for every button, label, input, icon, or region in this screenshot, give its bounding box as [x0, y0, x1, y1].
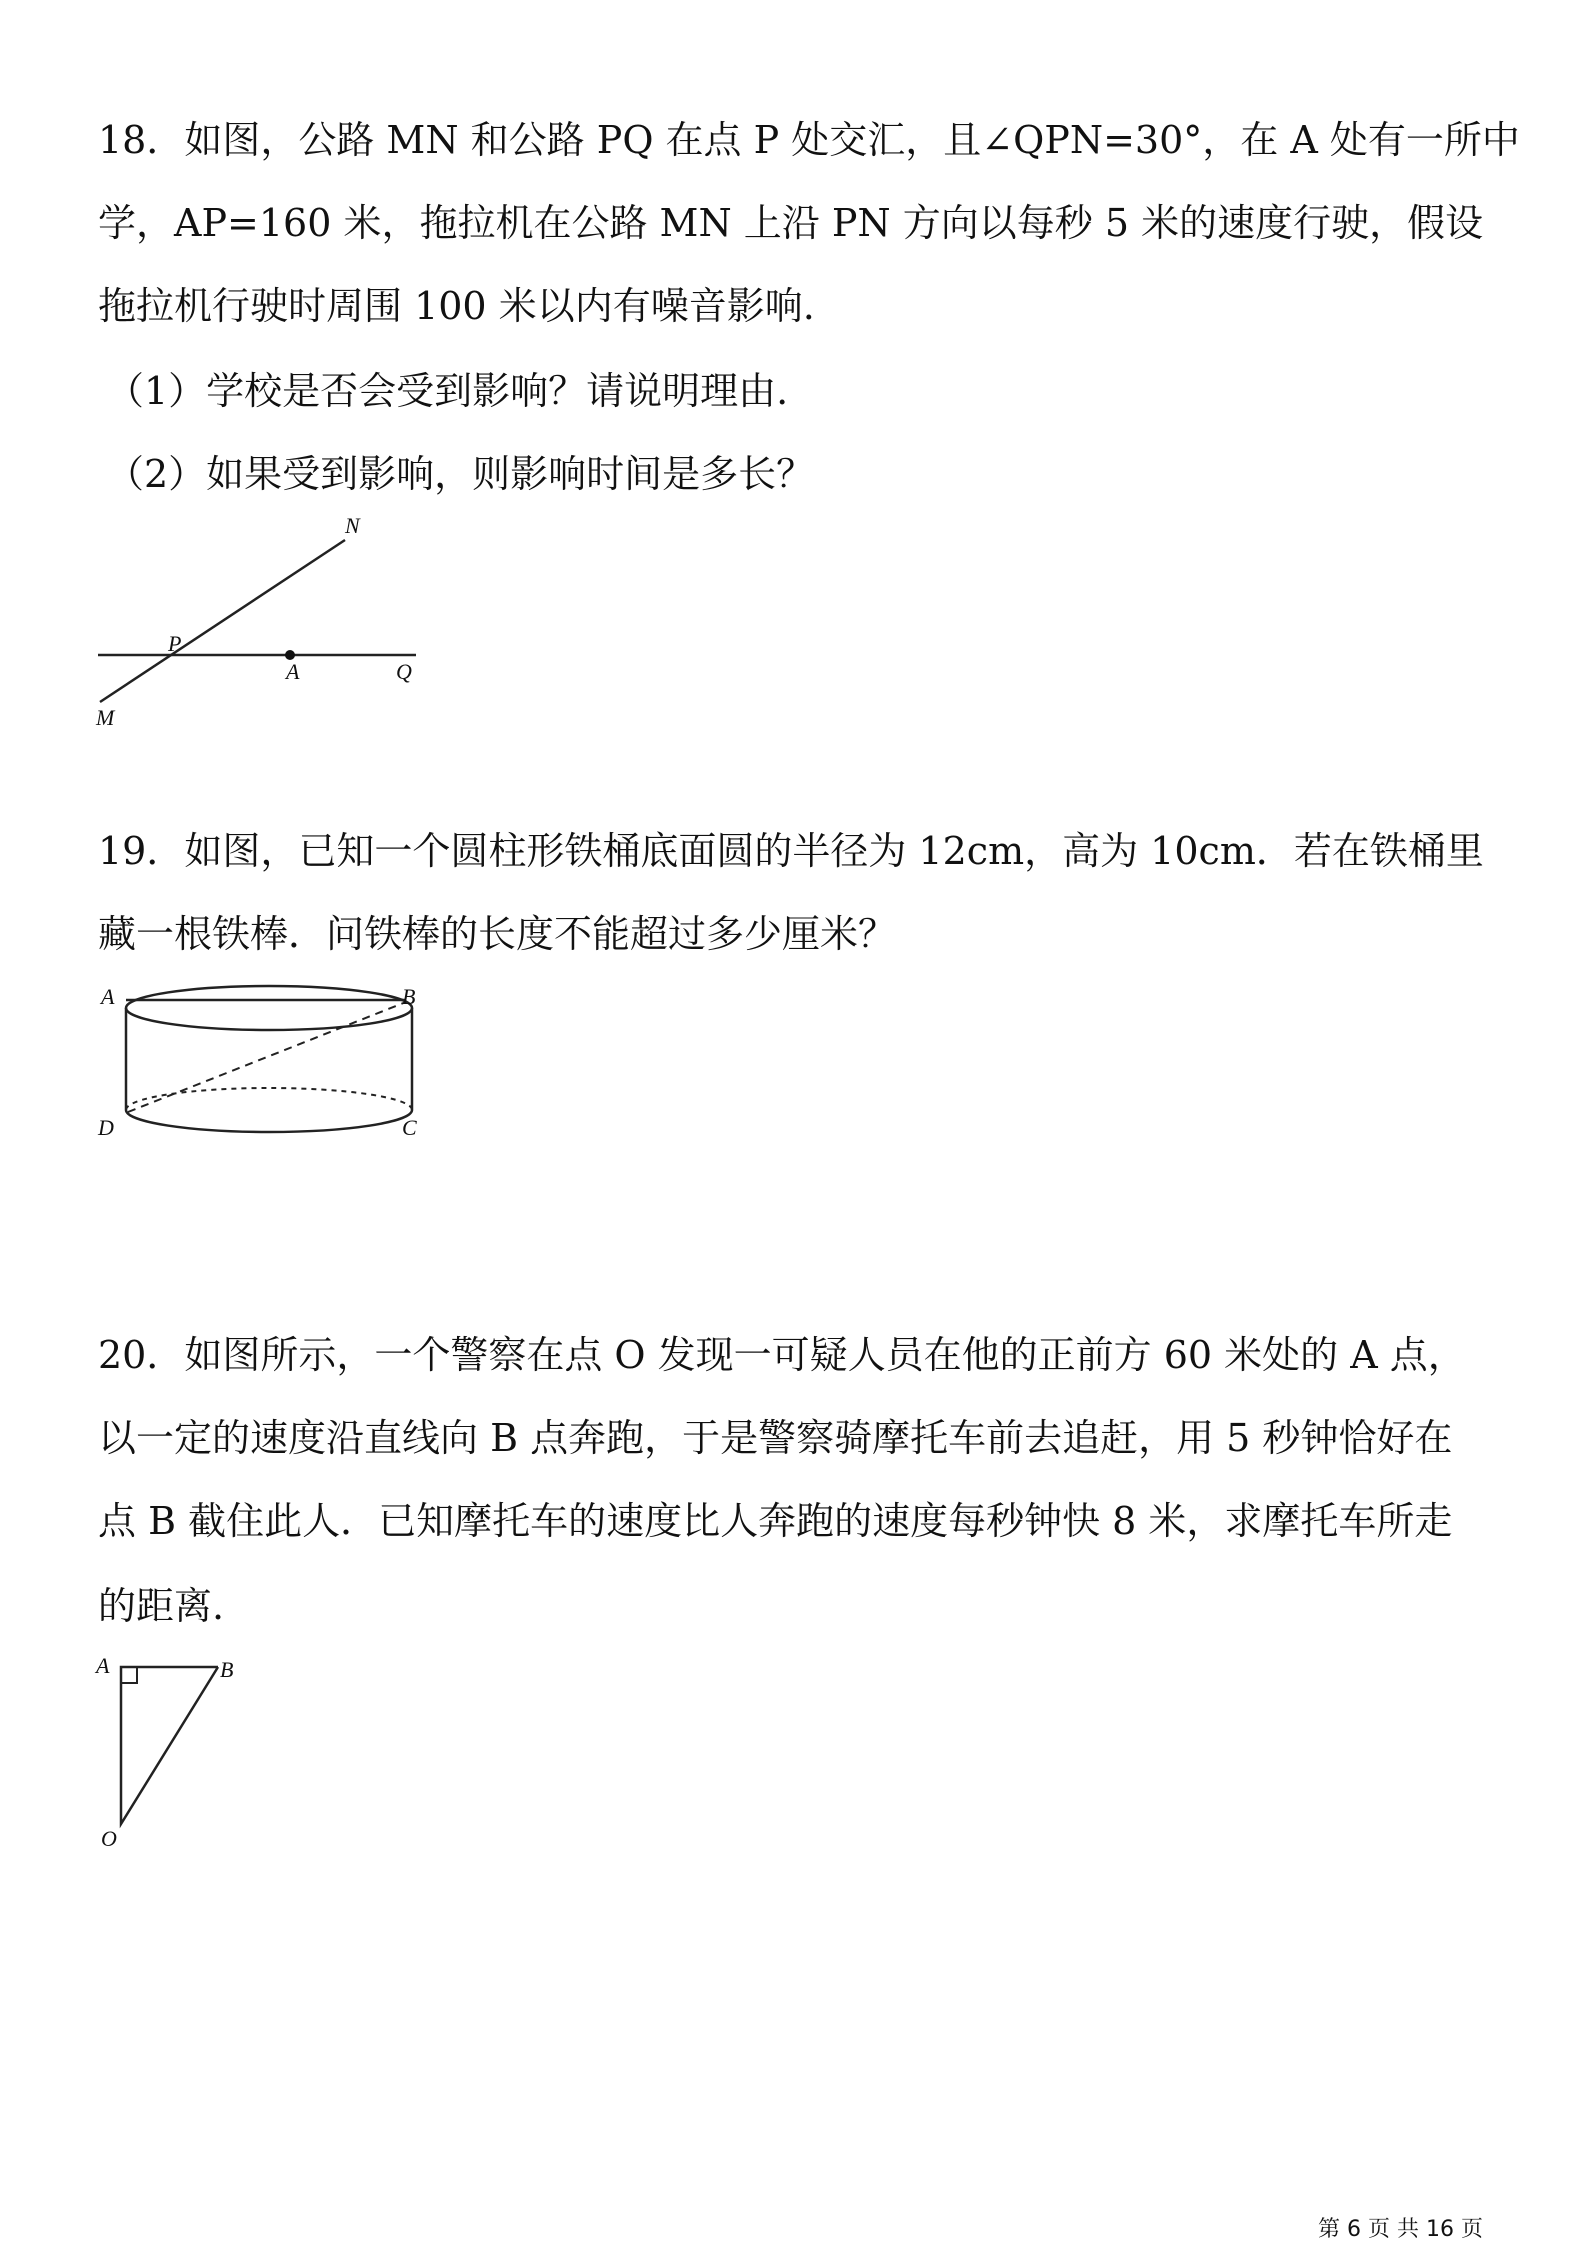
label-n: N [345, 513, 360, 538]
label-m: M [96, 705, 115, 730]
right-angle-marker [121, 1667, 137, 1683]
label-p: P [168, 631, 182, 656]
q19-text-line-2: 藏一根铁棒．问铁棒的长度不能超过多少厘米？ [98, 912, 897, 956]
q18-part-1: （1）学校是否会受到影响？请说明理由. [106, 369, 789, 413]
triangle-aob [121, 1667, 218, 1824]
q18-text-line-3: 拖拉机行驶时周围 100 米以内有噪音影响. [98, 284, 815, 328]
q18-text-line-2: 学，AP=160 米，拖拉机在公路 MN 上沿 PN 方向以每秒 5 米的速度行驶，假设 [98, 201, 1484, 245]
q18-text-line-1: 18．如图，公路 MN 和公路 PQ 在点 P 处交汇，且∠QPN=30°，在 A 处有一所中 [98, 118, 1520, 162]
label-q: Q [396, 659, 412, 684]
label-a: A [286, 659, 300, 684]
q19-text-line-1: 19．如图，已知一个圆柱形铁桶底面圆的半径为 12cm，高为 10cm．若在铁桶里 [98, 829, 1484, 873]
label-a: A [96, 1653, 110, 1678]
q20-text-line-1: 20．如图所示，一个警察在点 O 发现一可疑人员在他的正前方 60 米处的 A 点， [98, 1333, 1466, 1377]
label-b: B [220, 1657, 234, 1682]
q20-text-line-3: 点 B 截住此人．已知摩托车的速度比人奔跑的速度每秒钟快 8 米，求摩托车所走 [98, 1499, 1453, 1543]
label-a: A [101, 984, 115, 1009]
page-number-footer: 第 6 页 共 16 页 [1318, 2217, 1483, 2242]
q20-text-line-4: 的距离. [98, 1584, 225, 1628]
label-b: B [402, 984, 416, 1009]
label-d: D [98, 1115, 114, 1140]
label-c: C [402, 1115, 417, 1140]
label-o: O [101, 1826, 117, 1851]
q18-part-2: （2）如果受到影响，则影响时间是多长？ [106, 452, 815, 496]
q20-text-line-2: 以一定的速度沿直线向 B 点奔跑，于是警察骑摩托车前去追赶，用 5 秒钟恰好在 [98, 1416, 1453, 1460]
